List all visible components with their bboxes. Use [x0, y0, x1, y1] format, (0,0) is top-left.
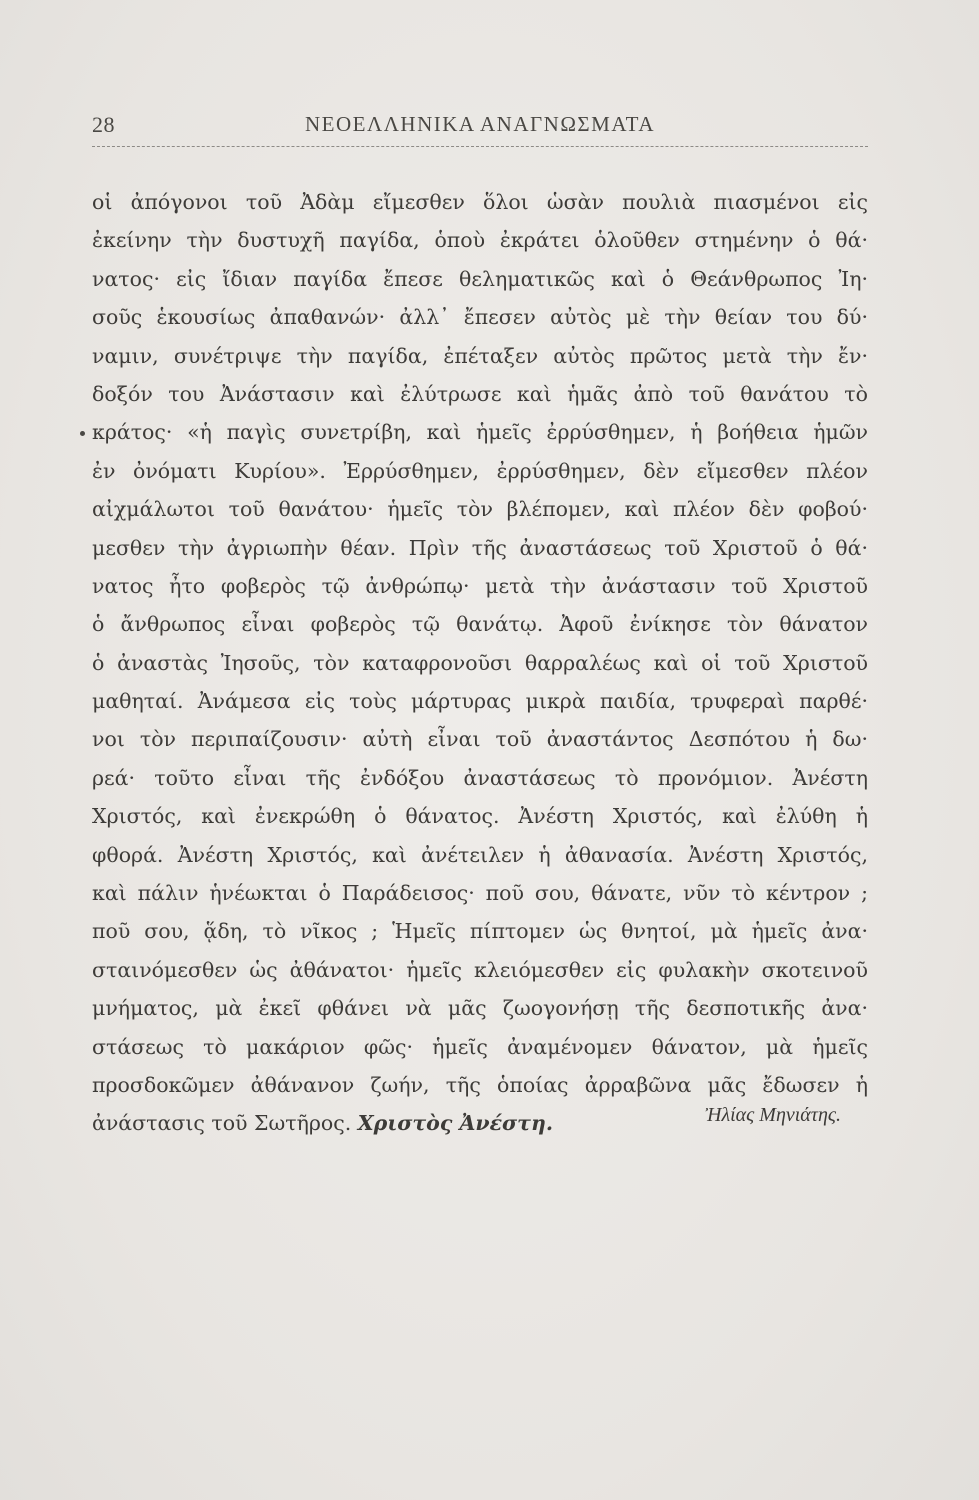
- text-line: φθορά. Ἀνέστη Χριστός, καὶ ἀνέτειλεν ἡ ἀθανασία. Ἀνέστη Χριστός,: [92, 842, 868, 867]
- text-line: νατος· εἰς ἴδιαν παγίδα ἔπεσε θεληματικῶς καὶ ὁ Θεάνθρωπος Ἰη·: [92, 266, 868, 291]
- text-line: προσδοκῶμεν ἀθάνανον ζωήν, τῆς ὁποίας ἀρραβῶνα μᾶς ἔδωσεν ἡ: [92, 1072, 868, 1097]
- text-line: ρεά· τοῦτο εἶναι τῆς ἐνδόξου ἀναστάσεως τὸ προνόμιον. Ἀνέστη: [92, 765, 868, 790]
- text-line: καὶ πάλιν ἡνέωκται ὁ Παράδεισος· ποῦ σου, θάνατε, νῦν τὸ κέντρον ;: [92, 881, 868, 906]
- text-line: ἐκείνην τὴν δυστυχῆ παγίδα, ὁποὺ ἐκράτει ὁλοῦθεν στημένην ὁ θά·: [92, 228, 868, 253]
- author-signature: Ἠλίας Μηνιάτης.: [705, 1104, 841, 1126]
- text-line: ὁ ἄνθρωπος εἶναι φοβερὸς τῷ θανάτῳ. Ἀφοῦ ἐνίκησε τὸν θάνατον: [92, 612, 868, 637]
- text-line: ποῦ σου, ᾅδη, τὸ νῖκος ; Ἡμεῖς πίπτομεν ὡς θνητοί, μὰ ἡμεῖς ἀνα·: [92, 919, 868, 944]
- text-line: ἐν ὀνόματι Κυρίου». Ἐρρύσθημεν, ἐρρύσθημεν, δὲν εἴμεσθεν πλέον: [92, 458, 868, 483]
- text-line: νατος ἦτο φοβερὸς τῷ ἀνθρώπῳ· μετὰ τὴν ἀνάστασιν τοῦ Χριστοῦ: [92, 573, 868, 598]
- text-line: κράτος· «ἡ παγὶς συνετρίβη, καὶ ἡμεῖς ἐρρύσθημεν, ἡ βοήθεια ἡμῶν: [92, 420, 868, 445]
- text-line: σταινόμεσθεν ὡς ἀθάνατοι· ἡμεῖς κλειόμεσθεν εἰς φυλακὴν σκοτεινοῦ: [92, 957, 868, 982]
- running-title: ΝΕΟΕΛΛΗΝΙΚΑ ΑΝΑΓΝΩΣΜΑΤΑ: [304, 112, 655, 136]
- text-line: μνήματος, μὰ ἐκεῖ φθάνει νὰ μᾶς ζωογονήσῃ τῆς δεσποτικῆς ἀνα·: [92, 996, 868, 1021]
- text-line: ὁ ἀναστὰς Ἰησοῦς, τὸν καταφρονοῦσι θαρραλέως καὶ οἱ τοῦ Χριστοῦ: [92, 650, 868, 675]
- margin-mark: [80, 431, 85, 436]
- page-header: [92, 112, 868, 147]
- text-line: στάσεως τὸ μακάριον φῶς· ἡμεῖς ἀναμένομεν θάνατον, μὰ ἡμεῖς: [92, 1034, 868, 1059]
- text-line: οἱ ἀπόγονοι τοῦ Ἀδὰμ εἴμεσθεν ὅλοι ὡσὰν πουλιὰ πιασμένοι εἰς: [92, 190, 868, 214]
- text-line: δοξόν του Ἀνάστασιν καὶ ἐλύτρωσε καὶ ἡμᾶς ἀπὸ τοῦ θανάτου τὸ: [92, 381, 868, 406]
- text-line: νοι τὸν περιπαίζουσιν· αὐτὴ εἶναι τοῦ ἀναστάντος Δεσπότου ἡ δω·: [92, 727, 868, 752]
- text-line: αἰχμάλωτοι τοῦ θανάτου· ἡμεῖς τὸν βλέπομεν, καὶ πλέον δὲν φοβού·: [92, 497, 868, 522]
- page-number: 28: [92, 112, 115, 137]
- text-line: σοῦς ἑκουσίως ἀπαθανών· ἀλλ᾽ ἔπεσεν αὐτὸς μὲ τὴν θείαν του δύ·: [92, 305, 868, 330]
- text-line: ναμιν, συνέτριψε τὴν παγίδα, ἐπέταξεν αὐτὸς πρῶτος μετὰ τὴν ἔν·: [92, 343, 868, 368]
- text-line: μεσθεν τὴν ἀγριωπὴν θέαν. Πρὶν τῆς ἀναστάσεως τοῦ Χριστοῦ ὁ θά·: [92, 535, 868, 560]
- text-line: Χριστός, καὶ ἐνεκρώθη ὁ θάνατος. Ἀνέστη Χριστός, καὶ ἐλύθη ἡ: [92, 804, 868, 829]
- final-line-text: ἀνάστασις τοῦ Σωτῆρος.: [92, 1111, 352, 1136]
- text-line: μαθηταί. Ἀνάμεσα εἰς τοὺς μάρτυρας μικρὰ παιδία, τρυφεραὶ παρθέ·: [92, 689, 868, 714]
- emphasis-christos-anesti: Χριστὸς Ἀνέστη.: [357, 1111, 553, 1136]
- body-text: [92, 183, 868, 1143]
